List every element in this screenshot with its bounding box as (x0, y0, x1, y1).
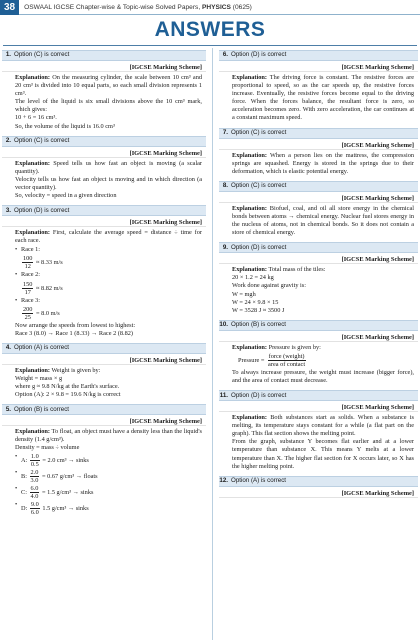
answer-number: 9. (222, 243, 228, 251)
fraction (30, 469, 40, 484)
explanation-line: W = 3528 J ≈ 3500 J (232, 306, 285, 314)
answer-option: Option (B) is correct (14, 405, 70, 413)
explanation-text: Pressure is given by: (268, 343, 321, 351)
explanation-1 (2, 72, 206, 134)
explanation-line: Weight = mass × g (15, 374, 63, 382)
marking-scheme-label: [IGCSE Marking Scheme] (219, 139, 418, 150)
explanation-text: Speed tells us how fast an object is moving (a scalar quantity). (15, 159, 202, 175)
pressure-equation (238, 353, 414, 368)
answer-option: Option (A) is correct (231, 477, 287, 485)
fraction (22, 306, 33, 321)
explanation-line: So, velocity = speed in a given direction (15, 192, 117, 200)
page-title: ANSWERS (154, 18, 266, 41)
marking-scheme-label: [IGCSE Marking Scheme] (219, 331, 418, 342)
explanation-label: Explanation: (232, 151, 267, 159)
explanation-text: When a person lies on the mattress, the compression springs are squashed. Energy is stored in the springs due to their deformation, which is elastic potential energy. (232, 151, 414, 175)
answer-header-3 (2, 205, 206, 216)
explanation-text: On the measuring cylinder, the scale between 10 cm³ and 20 cm³ is divided into 10 equal parts, so each small division represents 1 cm³. (15, 74, 203, 98)
explanation-line: 20 × 1.2 = 24 kg (232, 274, 274, 282)
denominator: 4.0 (30, 493, 39, 501)
marking-scheme-label: [IGCSE Marking Scheme] (219, 61, 418, 72)
answer-header-8 (219, 181, 418, 192)
answer-header-10 (219, 320, 418, 331)
race-equation (21, 306, 202, 321)
explanation-7 (219, 150, 418, 179)
numerator: 9.0 (30, 501, 39, 509)
explanation-line: W = 24 × 9.8 × 15 (232, 298, 279, 306)
publisher-text: OSWAAL IGCSE Chapter-wise & Topic-wise Solved Papers, (24, 3, 201, 11)
answer-number: 4. (5, 344, 11, 352)
explanation-label: Explanation: (232, 414, 267, 422)
marking-scheme-label: [IGCSE Marking Scheme] (2, 147, 206, 158)
explanation-5 (2, 426, 206, 519)
race-label: Race 1: (21, 246, 41, 254)
answer-option: Option (D) is correct (14, 206, 70, 214)
fraction (22, 255, 33, 270)
answer-number: 1. (5, 51, 11, 59)
answer-header-7 (219, 128, 418, 139)
explanation-2 (2, 158, 206, 203)
explanation-label: Explanation: (15, 159, 50, 167)
marking-scheme-label: [IGCSE Marking Scheme] (2, 61, 206, 72)
explanation-line: Density = mass ÷ volume (15, 444, 80, 452)
subject-code: (0625) (232, 3, 252, 11)
denominator: 25 (24, 313, 31, 321)
denominator: area of contact (268, 360, 306, 368)
item-result: = 0.67 g/cm³ → floats (41, 473, 98, 481)
denominator: 3.0 (30, 477, 39, 485)
race-item (15, 246, 202, 254)
explanation-9 (219, 264, 418, 318)
explanation-label: Explanation: (232, 204, 267, 212)
answer-number: 5. (5, 405, 11, 413)
fraction (30, 501, 40, 516)
explanation-line: From the graph, substance Y becomes flat earlier and at a lower temperature than substance X. This means Y melts at a lower temperature than X. The higher flat section for X occurs later, so X has the higher melting point. (232, 438, 414, 470)
item-label: B: (21, 473, 27, 481)
answer-option: Option (C) is correct (231, 182, 287, 190)
explanation-text: Biofuel, coal, and oil all store energy in the chemical bonds between atoms → chemical energy. Nuclear fuel stores energy in the nucleus of atoms, not in chemical bonds. So it does not contain a store of chemical energy. (232, 204, 414, 237)
explanation-11 (219, 412, 418, 474)
answer-number: 10. (219, 321, 228, 329)
answer-number: 6. (222, 51, 228, 59)
marking-scheme-label: [IGCSE Marking Scheme] (219, 192, 418, 203)
item-result: = 2.0 cm³ → sinks (42, 457, 89, 465)
explanation-line: Velocity tells us how fast an object is moving and in which direction (a vector quantity). (15, 175, 202, 191)
explanation-label: Explanation: (232, 266, 267, 274)
explanation-3 (2, 227, 206, 341)
marking-scheme-label: [IGCSE Marking Scheme] (219, 253, 418, 264)
answer-option: Option (D) is correct (231, 391, 287, 399)
explanation-line: 10 + 6 = 16 cm³. (15, 114, 57, 122)
density-item (15, 469, 202, 484)
explanation-line: Work done against gravity is: (232, 282, 306, 290)
fraction (30, 485, 40, 500)
answer-option: Option (C) is correct (14, 51, 70, 59)
left-column (2, 48, 206, 640)
explanation-line: Option (A): 2 × 9.8 = 19.6 N/kg is correct (15, 391, 121, 399)
explanation-4 (2, 365, 206, 402)
explanation-text: Weight is given by: (51, 366, 101, 374)
numerator: 6.0 (30, 485, 39, 493)
race-equation (21, 255, 202, 270)
numerator: 200 (23, 305, 33, 313)
explanation-line: To always increase pressure, the weight must increase (bigger force), and the area of contact must decrease. (232, 368, 414, 384)
right-column (219, 48, 418, 640)
explanation-text: Total mass of the tiles: (268, 266, 326, 274)
explanation-6 (219, 72, 418, 126)
explanation-label: Explanation: (15, 428, 50, 436)
marking-scheme-label: [IGCSE Marking Scheme] (219, 487, 418, 498)
answer-number: 7. (222, 129, 228, 137)
explanation-text: Both substances start as solids. When a substance is melting, its temperature stays constant for a while (a flat part on the graph). This flat section shows the melting point. (232, 414, 414, 438)
item-label: A: (21, 457, 28, 465)
answer-number: 12. (219, 477, 228, 485)
answer-option: Option (A) is correct (14, 344, 70, 352)
item-label: D: (21, 505, 28, 513)
item-label: C: (21, 489, 27, 497)
column-divider (212, 48, 213, 640)
density-item (15, 453, 202, 468)
race-label: Race 2: (21, 271, 41, 279)
race-item (15, 271, 202, 279)
race-item (15, 297, 202, 305)
numerator: 150 (23, 280, 33, 288)
answer-header-4 (2, 343, 206, 354)
title-divider (3, 45, 417, 46)
page-number: 38 (0, 0, 19, 15)
race-equation (21, 281, 202, 296)
answer-header-9 (219, 242, 418, 253)
numerator: 100 (23, 255, 33, 263)
denominator: 12 (24, 263, 31, 271)
answer-option: Option (B) is correct (231, 321, 287, 329)
explanation-line: The level of the liquid is six small divisions above the 10 cm³ mark, which gives: (15, 98, 202, 114)
answer-header-2 (2, 136, 206, 147)
numerator: force (weight) (268, 352, 305, 360)
answer-option: Option (C) is correct (14, 137, 70, 145)
fraction (30, 453, 40, 468)
item-result: = 1.5 g/cm³ → sinks (41, 489, 94, 497)
race-result: ≈ 8.33 m/s (36, 259, 63, 267)
explanation-10 (219, 342, 418, 388)
fraction (267, 353, 306, 368)
explanation-line: where g ≈ 9.8 N/kg at the Earth's surface. (15, 382, 120, 390)
explanation-line: W = mgh (232, 290, 256, 298)
race-label: Race 3: (21, 296, 41, 304)
explanation-line: Race 3 (8.0) → Race 1 (8.33) → Race 2 (8.82) (15, 329, 134, 337)
marking-scheme-label: [IGCSE Marking Scheme] (2, 354, 206, 365)
explanation-8 (219, 203, 418, 240)
fraction (22, 281, 33, 296)
marking-scheme-label: [IGCSE Marking Scheme] (2, 216, 206, 227)
numerator: 2.0 (30, 469, 39, 477)
answer-number: 2. (5, 137, 11, 145)
answer-header-6 (219, 50, 418, 61)
answer-option: Option (D) is correct (231, 51, 287, 59)
explanation-label: Explanation: (232, 74, 267, 81)
answer-option: Option (C) is correct (231, 129, 287, 137)
density-item (15, 501, 202, 516)
denominator: 6.0 (30, 509, 39, 517)
explanation-label: Explanation: (15, 74, 50, 81)
explanation-line: Now arrange the speeds from lowest to highest: (15, 321, 136, 329)
answer-number: 11. (219, 391, 228, 399)
running-header (0, 0, 420, 15)
answer-header-12 (219, 476, 418, 487)
marking-scheme-label: [IGCSE Marking Scheme] (219, 401, 418, 412)
explanation-label: Explanation: (15, 366, 50, 374)
explanation-label: Explanation: (232, 343, 267, 351)
marking-scheme-label: [IGCSE Marking Scheme] (2, 415, 206, 426)
numerator: 1.0 (30, 453, 39, 461)
explanation-label: Explanation: (15, 229, 50, 237)
answer-header-11 (219, 390, 418, 401)
answer-number: 8. (222, 182, 228, 190)
explanation-text: To float, an object must have a density less than the liquid's density (1.4 g/cm³). (15, 428, 202, 444)
item-result: 1.5 g/cm³ → sinks (42, 505, 89, 513)
pressure-label: Pressure = (238, 356, 265, 364)
answer-option: Option (D) is correct (231, 243, 287, 251)
explanation-text: The driving force is constant. The resistive forces are proportional to speed, so as the car speeds up, the resistive forces increase. Eventually, the resistive forces become equal to the driving force. When the forces balance, the resultant force is zero, so acceleration becomes zero. With zero acceleration, the car continues at a constant maximum speed. (232, 74, 414, 122)
answer-header-5 (2, 404, 206, 415)
book-title (19, 4, 252, 11)
race-result: = 8.0 m/s (36, 309, 60, 317)
subject-text: PHYSICS (202, 3, 231, 11)
answer-number: 3. (5, 206, 11, 214)
explanation-text: First, calculate the average speed = distance ÷ time for each race. (15, 229, 202, 245)
denominator: 0.5 (30, 461, 39, 469)
density-item (15, 485, 202, 500)
denominator: 17 (24, 288, 31, 296)
explanation-line: So, the volume of the liquid is 16.0 cm³ (15, 122, 115, 130)
race-result: ≈ 8.82 m/s (36, 284, 63, 292)
answer-header-1 (2, 50, 206, 61)
